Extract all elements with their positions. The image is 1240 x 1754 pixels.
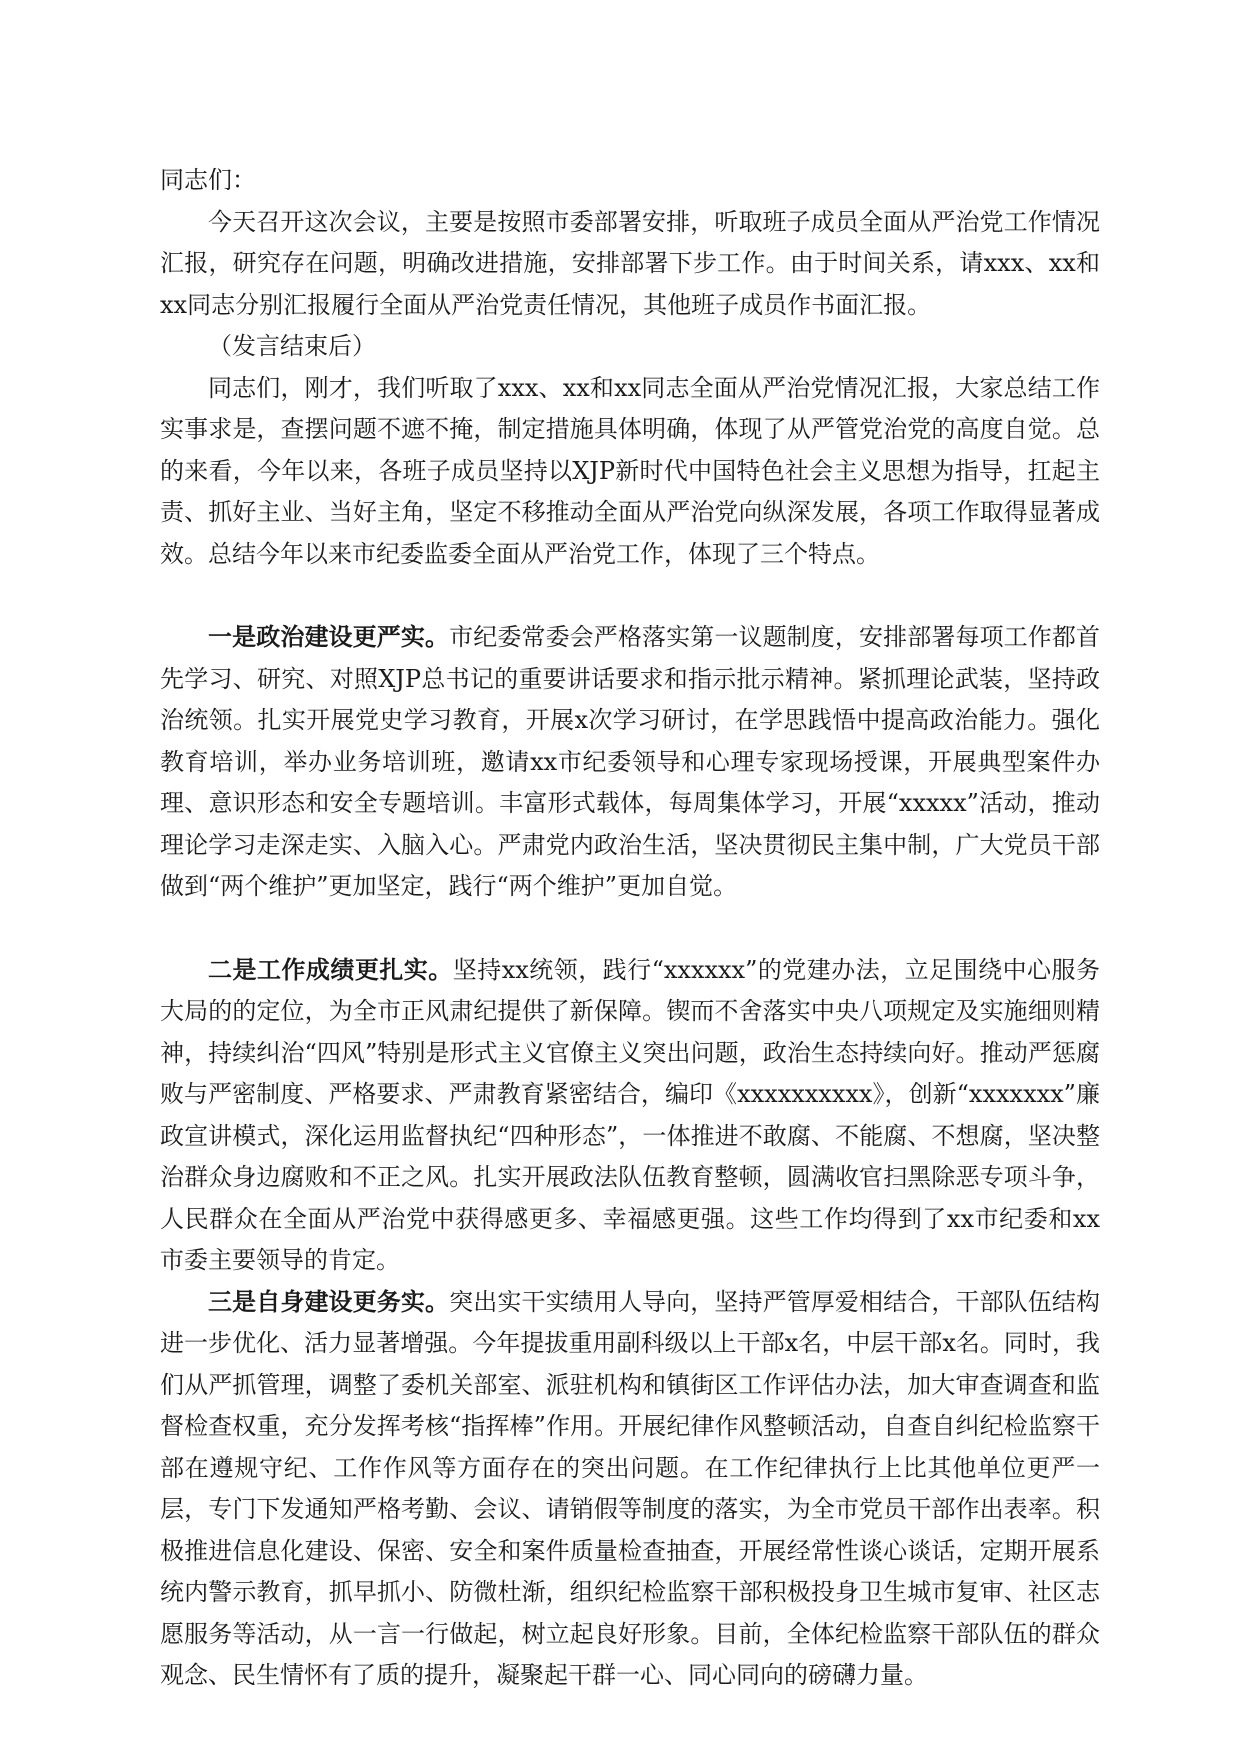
point-3-paragraph — [160, 1282, 1100, 1697]
intro-paragraph: 今天召开这次会议，主要是按照市委部署安排，听取班子成员全面从严治党工作情况汇报，研究存在问题，明确改进措施，安排部署下步工作。由于时间关系，请xxx、xx和xx同志分别汇报履行全面从严治党责任情况，其他班子成员作书面汇报。 — [160, 207, 1100, 319]
point-1-heading: 一是政治建设更严实。 — [208, 623, 450, 651]
point-1-paragraph — [160, 617, 1100, 908]
point-3-body: 突出实干实绩用人导向，坚持严管厚爱相结合，干部队伍结构进一步优化、活力显著增强。今年提拔重用副科级以上干部x名，中层干部x名。同时，我们从严抓管理，调整了委机关部室、派驻机构和镇街区工作评估办法，加大审查调查和监督检查权重，充分发挥考核“指挥棒”作用。开展纪律作风整顿活动，自查自纠纪检监察干部在遵规守纪、工作作风等方面存在的突出问题。在工作纪律执行上比其他单位更严一层，专门下发通知严格考勤、会议、请销假等制度的落实，为全市党员干部作出表率。积极推进信息化建设、保密、安全和案件质量检查抽查，开展经常性谈心谈话，定期开展系统内警示教育，抓早抓小、防微杜渐，组织纪检监察干部积极投身卫生城市复审、社区志愿服务等活动，从一言一行做起，树立起良好形象。目前，全体纪检监察干部队伍的群众观念、民生情怀有了质的提升，凝聚起干群一心、同心同向的磅礴力量。 — [160, 1287, 1101, 1689]
summary-paragraph: 同志们，刚才，我们听取了xxx、xx和xx同志全面从严治党情况汇报，大家总结工作实事求是，查摆问题不遮不掩，制定措施具体明确，体现了从严管党治党的高度自觉。总的来看，今年以来，各班子成员坚持以XJP新时代中国特色社会主义思想为指导，扛起主责、抓好主业、当好主角，坚定不移推动全面从严治党向纵深发展，各项工作取得显著成效。总结今年以来市纪委监委全面从严治党工作，体现了三个特点。 — [160, 373, 1100, 568]
point-2-paragraph — [160, 950, 1100, 1282]
salutation: 同志们： — [160, 166, 256, 194]
point-3-heading: 三是自身建设更务实。 — [208, 1287, 450, 1316]
speech-end-note: （发言结束后） — [208, 332, 376, 360]
point-2-heading: 二是工作成绩更扎实。 — [208, 955, 453, 984]
document-body — [160, 160, 1100, 1697]
point-2-body: 坚持xx统领，践行“xxxxxx”的党建办法，立足围绕中心服务大局的的定位，为全市正风肃纪提供了新保障。锲而不舍落实中央八项规定及实施细则精神，持续纠治“四风”特别是形式主义官僚主义突出问题，政治生态持续向好。推动严惩腐败与严密制度、严格要求、严肃教育紧密结合，编印《xxxxxxxxxx》，创新“xxxxxxx”廉政宣讲模式，深化运用监督执纪“四种形态”，一体推进不敢腐、不能腐、不想腐，坚决整治群众身边腐败和不正之风。扎实开展政法队伍教育整顿，圆满收官扫黑除恶专项斗争，人民群众在全面从严治党中获得感更多、幸福感更强。这些工作均得到了xx市纪委和xx市委主要领导的肯定。 — [160, 955, 1100, 1274]
point-1-body: 市纪委常委会严格落实第一议题制度，安排部署每项工作都首先学习、研究、对照XJP总书记的重要讲话要求和指示批示精神。紧抓理论武装，坚持政治统领。扎实开展党史学习教育，开展x次学习研讨，在学思践悟中提高政治能力。强化教育培训，举办业务培训班，邀请xx市纪委领导和心理专家现场授课，开展典型案件办理、意识形态和安全专题培训。丰富形式载体，每周集体学习，开展“xxxxx”活动，推动理论学习走深走实、入脑入心。严肃党内政治生活，坚决贯彻民主集中制，广大党员干部做到“两个维护”更加坚定，践行“两个维护”更加自觉。 — [160, 623, 1101, 900]
